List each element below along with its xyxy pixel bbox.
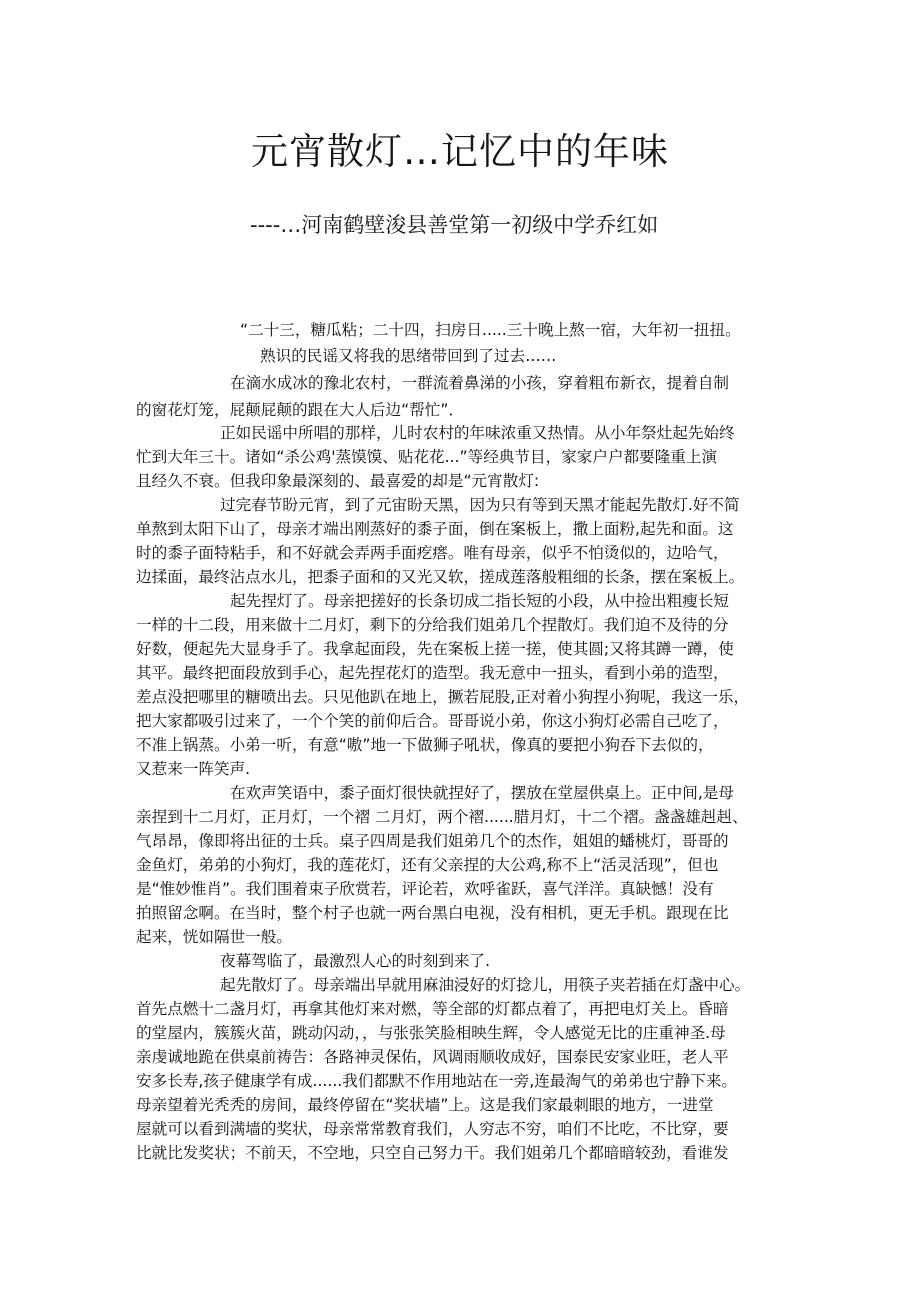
text-line: 熟识的民谣又将我的思绪带回到了过去…… [260,347,557,365]
text-line: 忙到大年三十。诸如“杀公鸡'蒸馍馍、贴花花...”等经典节目，家家户户都要隆重上演 [136,448,718,466]
text-line: 金鱼灯，弟弟的小狗灯，我的莲花灯，还有父亲捏的大公鸡,称不上“活灵活现”，但也 [136,856,719,874]
text-line: 起先捏灯了。母亲把搓好的长条切成二指长短的小段，从中捡出粗瘦长短 [230,592,730,610]
text-line: “二十三，糖瓜粘；二十四，扫房日.....三十晚上熬一宿，大年初一扭扭。 [240,321,741,339]
text-line: 起先散灯了。母亲端出早就用麻油浸好的灯捻儿，用筷子夹若插在灯盏中心。 [220,976,751,994]
text-line: 亲捏到十二月灯，正月灯，一个褶 二月灯，两个褶......腊月灯，十二个褶。盏盏雄赳赳、 [136,808,748,826]
text-line: 首先点燃十二盏月灯，再拿其他灯来对燃，等全部的灯都点着了，再把电灯关上。昏暗 [136,1000,729,1018]
text-line: 不准上锅蒸。小弟一听，有意“嗷”地一下做狮子吼状，像真的要把小狗吞下去似的， [136,736,714,754]
text-line: 的窗花灯笼，屁颠屁颠的跟在大人后边“帮忙”． [136,401,465,419]
text-line: 过完春节盼元宵，到了元宙盼天黑，因为只有等到天黑才能起先散灯.好不简 [220,496,740,514]
author-subtitle: ----…河南鹤壁浚县善堂第一初级中学乔红如 [250,213,659,237]
text-line: 安多长寿,孩子健康学有成......我们都默不作用地站在一旁,连最淘气的弟弟也宁静下来。 [136,1072,738,1090]
text-line: 边揉面，最终沾点水儿，把黍子面和的又光又软，搓成莲落般粗细的长条，摆在案板上。 [136,568,745,586]
text-line: 拍照留念啊。在当时，整个村子也就一两台黑白电视，没有相机，更无手机。跟现在比 [136,904,729,922]
text-line: 亲虔诚地跪在供桌前祷告：各路神灵保佑，风调雨顺收成好，国泰民安家业旺，老人平 [136,1048,729,1066]
text-line: 比就比发奖状；不前天，不空地，只空自己努力干。我们姐弟几个都暗暗较劲，看谁发 [136,1144,729,1162]
text-line: 在滴水成冰的豫北农村，一群流着鼻涕的小孩，穿着粗布新衣，提着自制 [230,374,730,392]
text-line: 把大家都吸引过来了，一个个笑的前仰后合。哥哥说小弟，你这小狗灯必需自己吃了， [136,712,729,730]
text-line: 时的黍子面特粘手，和不好就会弄两手面疙瘩。唯有母亲，似乎不怕烫似的，边哈气， [136,544,729,562]
text-line: 夜幕驾临了，最激烈人心的时刻到来了. [220,952,491,970]
text-line: 在欢声笑语中，黍子面灯很快就捏好了，摆放在堂屋供桌上。正中间,是母 [230,784,734,802]
text-line: 其平。最终把面段放到手心，起先捏花灯的造型。我无意中一扭头，看到小弟的造型， [136,664,729,682]
text-line: 的堂屋内，簇簇火苗，跳动闪动，，与张张笑脸相映生辉，令人感觉无比的庄重神圣.母 [136,1024,726,1042]
text-line: 好数，便起先大显身手了。我拿起面段，先在案板上搓一搓，使其圆;又将其蹲一蹲，使 [136,640,734,658]
text-line: 差点没把哪里的糖喷出去。只见他趴在地上，撅若屁股,正对着小狗捏小狗呢，我这一乐， [136,688,750,706]
text-line: 正如民谣中所唱的那样，儿时农村的年味浓重又热情。从小年祭灶起先始终 [220,424,735,442]
page-title: 元宵散灯…记忆中的年味 [251,130,669,173]
text-line: 单熬到太阳下山了，母亲才端出刚蒸好的黍子面，倒在案板上，撒上面粉,起先和面。这 [136,520,734,538]
text-line: 起来，恍如隔世一般。 [136,928,292,946]
text-line: 屋就可以看到满墙的奖状，母亲常常教育我们，人穷志不穷，咱们不比吃，不比穿，要 [136,1120,729,1138]
text-line: 又惹来一阵笑声. [136,760,251,778]
text-line: 且经久不衰。但我印象最深刻的、最喜爱的却是“元宵散灯: [136,472,540,490]
text-line: 气昂昂，像即将出征的士兵。桌子四周是我们姐弟几个的杰作，姐姐的蟠桃灯，哥哥的 [136,832,729,850]
text-line: 一样的十二段，用来做十二月灯，剩下的分给我们姐弟几个捏散灯。我们迫不及待的分 [136,616,729,634]
text-line: 母亲望着光秃秃的房间，最终停留在“奖状墙”上。这是我们家最刺眼的地方，一进堂 [136,1096,714,1114]
text-line: 是“惟妙惟肖”。我们围着束子欣赏若，评论若，欢呼雀跃，喜气洋洋。真缺憾！没有 [136,880,714,898]
